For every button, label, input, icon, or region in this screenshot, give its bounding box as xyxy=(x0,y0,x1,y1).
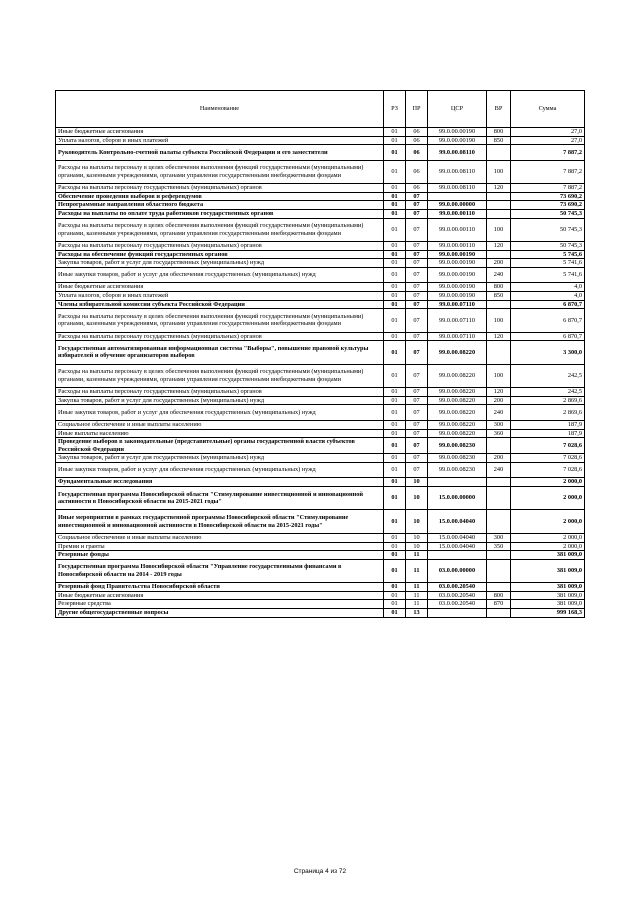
cell-pr: 07 xyxy=(406,242,428,251)
cell-sum: 5 745,6 xyxy=(511,250,585,259)
table-row xyxy=(56,405,585,421)
cell-pr: 07 xyxy=(406,332,428,341)
cell-vr: 100 xyxy=(487,309,511,333)
cell-sum: 2 000,0 xyxy=(511,542,585,551)
header-name: Наименование xyxy=(56,91,384,128)
table-row xyxy=(56,209,585,218)
table-header-row xyxy=(56,91,585,128)
table-row xyxy=(56,309,585,333)
cell-pr: 07 xyxy=(406,429,428,438)
cell-sum: 4,0 xyxy=(511,291,585,300)
cell-vr: 850 xyxy=(487,136,511,145)
cell-vr xyxy=(487,478,511,487)
cell-pr: 10 xyxy=(406,478,428,487)
cell-name: Непрограммные направления областного бюджета xyxy=(56,201,384,210)
table-row xyxy=(56,420,585,429)
cell-csr: 15.0.00.00000 xyxy=(428,486,487,510)
cell-vr xyxy=(487,609,511,618)
cell-vr: 350 xyxy=(487,542,511,551)
table-row xyxy=(56,542,585,551)
cell-rz: 01 xyxy=(384,609,406,618)
cell-pr: 07 xyxy=(406,405,428,421)
cell-csr: 99.0.00.08110 xyxy=(428,160,487,184)
cell-name: Иные бюджетные ассигнования xyxy=(56,283,384,292)
cell-csr: 99.0.00.00190 xyxy=(428,291,487,300)
cell-csr: 99.0.00.00190 xyxy=(428,250,487,259)
budget-table xyxy=(55,90,585,618)
cell-pr: 07 xyxy=(406,438,428,454)
cell-vr: 240 xyxy=(487,405,511,421)
cell-name: Иные мероприятия в рамках государственной программы Новосибирской области "Стимулирование инвестиционной и инновационной активности в Новосибирской области на 2015-2021 годы" xyxy=(56,510,384,534)
cell-csr: 99.0.00.00190 xyxy=(428,136,487,145)
cell-sum: 2 869,6 xyxy=(511,405,585,421)
cell-name: Члены избирательной комиссии субъекта Российской Федерации xyxy=(56,300,384,309)
cell-name: Иные закупки товаров, работ и услуг для обеспечения государственных (муниципальных) нужд xyxy=(56,405,384,421)
cell-vr xyxy=(487,551,511,560)
cell-csr xyxy=(428,192,487,201)
cell-sum: 6 870,7 xyxy=(511,300,585,309)
cell-name: Расходы на выплаты персоналу государственных (муниципальных) органов xyxy=(56,242,384,251)
cell-csr xyxy=(428,609,487,618)
cell-csr: 99.0.00.00110 xyxy=(428,242,487,251)
cell-pr: 10 xyxy=(406,533,428,542)
header-sum: Сумма xyxy=(511,91,585,128)
table-row xyxy=(56,201,585,210)
table-row xyxy=(56,559,585,583)
table-row xyxy=(56,332,585,341)
cell-vr xyxy=(487,341,511,365)
cell-name: Социальное обеспечение и иные выплаты населению xyxy=(56,533,384,542)
cell-csr: 99.0.00.08220 xyxy=(428,341,487,365)
cell-sum: 6 870,7 xyxy=(511,332,585,341)
cell-sum: 242,5 xyxy=(511,364,585,388)
cell-pr: 10 xyxy=(406,510,428,534)
cell-csr: 99.0.00.07110 xyxy=(428,300,487,309)
cell-vr: 200 xyxy=(487,396,511,405)
cell-sum: 7 887,2 xyxy=(511,145,585,161)
cell-sum: 3 300,0 xyxy=(511,341,585,365)
cell-pr: 07 xyxy=(406,250,428,259)
cell-name: Руководитель Контрольно-счетной палаты субъекта Российской Федерации и его заместители xyxy=(56,145,384,161)
cell-rz: 01 xyxy=(384,454,406,463)
cell-sum: 73 690,2 xyxy=(511,192,585,201)
cell-name: Уплата налогов, сборов и иных платежей xyxy=(56,291,384,300)
cell-rz: 01 xyxy=(384,591,406,600)
cell-csr: 03.0.00.20540 xyxy=(428,591,487,600)
cell-csr: 99.0.00.00110 xyxy=(428,218,487,242)
cell-rz: 01 xyxy=(384,259,406,268)
table-row xyxy=(56,291,585,300)
cell-pr: 07 xyxy=(406,309,428,333)
cell-sum: 5 741,6 xyxy=(511,259,585,268)
cell-sum: 242,5 xyxy=(511,388,585,397)
cell-name: Государственная автоматизированная информационная система "Выборы", повышение правовой культуры избирателей и обучение организаторов выборов xyxy=(56,341,384,365)
cell-pr: 07 xyxy=(406,218,428,242)
cell-pr: 10 xyxy=(406,542,428,551)
cell-csr: 03.0.00.00000 xyxy=(428,559,487,583)
cell-vr: 800 xyxy=(487,591,511,600)
cell-vr xyxy=(487,510,511,534)
cell-name: Проведение выборов в законодательные (представительные) органы государственной власти субъектов Российской Федерации xyxy=(56,438,384,454)
table-row xyxy=(56,462,585,478)
table-row xyxy=(56,583,585,592)
cell-pr: 06 xyxy=(406,136,428,145)
cell-pr: 07 xyxy=(406,420,428,429)
cell-vr: 360 xyxy=(487,429,511,438)
cell-sum: 2 869,6 xyxy=(511,396,585,405)
cell-name: Резервный фонд Правительства Новосибирской области xyxy=(56,583,384,592)
cell-vr: 800 xyxy=(487,128,511,137)
cell-rz: 01 xyxy=(384,309,406,333)
cell-pr: 11 xyxy=(406,591,428,600)
cell-pr: 07 xyxy=(406,209,428,218)
table-row xyxy=(56,609,585,618)
header-rz: РЗ xyxy=(384,91,406,128)
cell-rz: 01 xyxy=(384,145,406,161)
cell-vr xyxy=(487,559,511,583)
cell-pr: 07 xyxy=(406,291,428,300)
cell-sum: 381 009,0 xyxy=(511,551,585,560)
header-pr: ПР xyxy=(406,91,428,128)
cell-vr: 850 xyxy=(487,291,511,300)
cell-name: Иные бюджетные ассигнования xyxy=(56,591,384,600)
cell-rz: 01 xyxy=(384,209,406,218)
cell-pr: 13 xyxy=(406,609,428,618)
cell-vr: 100 xyxy=(487,160,511,184)
header-vr: ВР xyxy=(487,91,511,128)
cell-vr: 240 xyxy=(487,462,511,478)
cell-name: Расходы на выплаты по оплате труда работников государственных органов xyxy=(56,209,384,218)
cell-sum: 381 009,0 xyxy=(511,583,585,592)
cell-pr: 07 xyxy=(406,201,428,210)
cell-sum: 73 690,2 xyxy=(511,201,585,210)
cell-rz: 01 xyxy=(384,510,406,534)
cell-name: Фундаментальные исследования xyxy=(56,478,384,487)
cell-pr: 07 xyxy=(406,388,428,397)
cell-csr: 99.0.00.08220 xyxy=(428,388,487,397)
table-row xyxy=(56,341,585,365)
cell-rz: 01 xyxy=(384,291,406,300)
cell-rz: 01 xyxy=(384,364,406,388)
cell-name: Другие общегосударственные вопросы xyxy=(56,609,384,618)
table-row xyxy=(56,551,585,560)
cell-csr: 99.0.00.00000 xyxy=(428,201,487,210)
cell-rz: 01 xyxy=(384,405,406,421)
cell-sum: 50 745,3 xyxy=(511,242,585,251)
cell-csr xyxy=(428,478,487,487)
table-row xyxy=(56,486,585,510)
cell-rz: 01 xyxy=(384,341,406,365)
cell-rz: 01 xyxy=(384,283,406,292)
cell-vr: 100 xyxy=(487,218,511,242)
cell-rz: 01 xyxy=(384,242,406,251)
table-row xyxy=(56,218,585,242)
cell-vr: 300 xyxy=(487,420,511,429)
cell-csr: 99.0.00.08220 xyxy=(428,364,487,388)
cell-pr: 11 xyxy=(406,559,428,583)
table-row xyxy=(56,533,585,542)
cell-rz: 01 xyxy=(384,267,406,283)
cell-sum: 2 000,0 xyxy=(511,533,585,542)
cell-vr: 200 xyxy=(487,259,511,268)
cell-sum: 7 028,6 xyxy=(511,454,585,463)
cell-vr xyxy=(487,486,511,510)
table-row xyxy=(56,600,585,609)
cell-csr: 99.0.00.08220 xyxy=(428,396,487,405)
table-row xyxy=(56,250,585,259)
cell-name: Расходы на обеспечение функций государственных органов xyxy=(56,250,384,259)
table-row xyxy=(56,454,585,463)
cell-csr: 99.0.00.00190 xyxy=(428,128,487,137)
cell-rz: 01 xyxy=(384,429,406,438)
cell-rz: 01 xyxy=(384,420,406,429)
cell-sum: 27,0 xyxy=(511,128,585,137)
table-row xyxy=(56,136,585,145)
cell-csr: 99.0.00.07110 xyxy=(428,309,487,333)
cell-pr: 06 xyxy=(406,145,428,161)
cell-pr: 06 xyxy=(406,160,428,184)
cell-rz: 01 xyxy=(384,332,406,341)
cell-csr: 15.0.00.04040 xyxy=(428,533,487,542)
cell-pr: 07 xyxy=(406,462,428,478)
cell-rz: 01 xyxy=(384,300,406,309)
cell-name: Государственная программа Новосибирской области "Управление государственными финансами в Новосибирской области на 2014 - 2019 годы xyxy=(56,559,384,583)
cell-sum: 187,9 xyxy=(511,429,585,438)
cell-vr xyxy=(487,201,511,210)
cell-vr: 300 xyxy=(487,533,511,542)
cell-rz: 01 xyxy=(384,136,406,145)
cell-name: Резервные фонды xyxy=(56,551,384,560)
cell-name: Расходы на выплаты персоналу государственных (муниципальных) органов xyxy=(56,184,384,193)
cell-vr xyxy=(487,300,511,309)
table-row xyxy=(56,478,585,487)
cell-sum: 7 887,2 xyxy=(511,184,585,193)
cell-sum: 5 741,6 xyxy=(511,267,585,283)
cell-vr: 800 xyxy=(487,283,511,292)
cell-pr: 11 xyxy=(406,600,428,609)
cell-rz: 01 xyxy=(384,462,406,478)
cell-vr: 120 xyxy=(487,332,511,341)
cell-sum: 2 000,0 xyxy=(511,510,585,534)
cell-rz: 01 xyxy=(384,388,406,397)
cell-name: Иные бюджетные ассигнования xyxy=(56,128,384,137)
cell-rz: 01 xyxy=(384,542,406,551)
cell-name: Обеспечение проведения выборов и референдумов xyxy=(56,192,384,201)
cell-pr: 07 xyxy=(406,454,428,463)
table-row xyxy=(56,438,585,454)
cell-rz: 01 xyxy=(384,583,406,592)
cell-rz: 01 xyxy=(384,551,406,560)
cell-pr: 06 xyxy=(406,128,428,137)
cell-sum: 50 745,3 xyxy=(511,209,585,218)
cell-name: Государственная программа Новосибирской области "Стимулирование инвестиционной и инновационной активности в Новосибирской области на 2015-2021 годы" xyxy=(56,486,384,510)
cell-pr: 11 xyxy=(406,583,428,592)
cell-vr: 100 xyxy=(487,364,511,388)
cell-vr: 200 xyxy=(487,454,511,463)
cell-csr: 99.0.00.08220 xyxy=(428,405,487,421)
cell-name: Премии и гранты xyxy=(56,542,384,551)
cell-rz: 01 xyxy=(384,478,406,487)
cell-vr xyxy=(487,438,511,454)
cell-csr: 99.0.00.00110 xyxy=(428,209,487,218)
cell-vr xyxy=(487,192,511,201)
cell-sum: 2 000,0 xyxy=(511,478,585,487)
table-row xyxy=(56,184,585,193)
cell-vr: 120 xyxy=(487,184,511,193)
cell-name: Закупка товаров, работ и услуг для государственных (муниципальных) нужд xyxy=(56,396,384,405)
cell-csr: 15.0.00.04040 xyxy=(428,510,487,534)
cell-name: Закупка товаров, работ и услуг для государственных (муниципальных) нужд xyxy=(56,259,384,268)
cell-pr: 07 xyxy=(406,267,428,283)
cell-vr: 240 xyxy=(487,267,511,283)
page-number: Страница 4 из 72 xyxy=(293,868,347,875)
cell-vr xyxy=(487,209,511,218)
cell-vr xyxy=(487,250,511,259)
cell-sum: 7 887,2 xyxy=(511,160,585,184)
cell-csr: 99.0.00.08220 xyxy=(428,429,487,438)
cell-rz: 01 xyxy=(384,250,406,259)
cell-name: Иные выплаты населению xyxy=(56,429,384,438)
cell-csr: 99.0.00.08110 xyxy=(428,184,487,193)
cell-pr: 07 xyxy=(406,283,428,292)
cell-rz: 01 xyxy=(384,184,406,193)
cell-name: Закупка товаров, работ и услуг для государственных (муниципальных) нужд xyxy=(56,454,384,463)
table-row xyxy=(56,300,585,309)
cell-sum: 187,9 xyxy=(511,420,585,429)
cell-sum: 7 028,6 xyxy=(511,462,585,478)
cell-sum: 6 870,7 xyxy=(511,309,585,333)
table-row xyxy=(56,510,585,534)
cell-pr: 07 xyxy=(406,341,428,365)
cell-name: Иные закупки товаров, работ и услуг для обеспечения государственных (муниципальных) нужд xyxy=(56,267,384,283)
cell-sum: 381 009,0 xyxy=(511,559,585,583)
cell-name: Расходы на выплаты персоналу в целях обеспечения выполнения функций государственными (муниципальными) органами, казенными учреждениями, органами управления государственными внебюджетными фондами xyxy=(56,218,384,242)
cell-pr: 07 xyxy=(406,192,428,201)
table-row xyxy=(56,364,585,388)
table-row xyxy=(56,388,585,397)
cell-name: Резервные средства xyxy=(56,600,384,609)
table-body xyxy=(56,128,585,618)
cell-name: Уплата налогов, сборов и иных платежей xyxy=(56,136,384,145)
table-row xyxy=(56,591,585,600)
cell-name: Расходы на выплаты персоналу в целях обеспечения выполнения функций государственными (муниципальными) органами, казенными учреждениями, органами управления государственными внебюджетными фондами xyxy=(56,364,384,388)
table-row xyxy=(56,128,585,137)
cell-name: Социальное обеспечение и иные выплаты населению xyxy=(56,420,384,429)
cell-rz: 01 xyxy=(384,201,406,210)
cell-name: Расходы на выплаты персоналу государственных (муниципальных) органов xyxy=(56,388,384,397)
table-row xyxy=(56,283,585,292)
cell-rz: 01 xyxy=(384,600,406,609)
cell-csr: 99.0.00.00190 xyxy=(428,283,487,292)
cell-sum: 381 009,0 xyxy=(511,591,585,600)
cell-pr: 07 xyxy=(406,364,428,388)
cell-csr: 99.0.00.08110 xyxy=(428,145,487,161)
cell-rz: 01 xyxy=(384,160,406,184)
table-row xyxy=(56,429,585,438)
cell-pr: 07 xyxy=(406,300,428,309)
cell-rz: 01 xyxy=(384,128,406,137)
cell-pr: 07 xyxy=(406,259,428,268)
cell-sum: 999 168,3 xyxy=(511,609,585,618)
cell-vr xyxy=(487,145,511,161)
cell-csr: 99.0.00.00190 xyxy=(428,267,487,283)
cell-vr: 120 xyxy=(487,388,511,397)
cell-pr: 10 xyxy=(406,486,428,510)
cell-csr: 99.0.00.08230 xyxy=(428,438,487,454)
cell-csr: 99.0.00.08230 xyxy=(428,454,487,463)
cell-sum: 381 009,0 xyxy=(511,600,585,609)
cell-rz: 01 xyxy=(384,396,406,405)
cell-csr: 15.0.00.04040 xyxy=(428,542,487,551)
cell-csr: 03.0.00.20540 xyxy=(428,600,487,609)
cell-name: Иные закупки товаров, работ и услуг для обеспечения государственных (муниципальных) нужд xyxy=(56,462,384,478)
cell-vr xyxy=(487,583,511,592)
cell-pr: 07 xyxy=(406,396,428,405)
cell-csr: 99.0.00.08230 xyxy=(428,462,487,478)
table-row xyxy=(56,396,585,405)
cell-csr xyxy=(428,551,487,560)
cell-pr: 06 xyxy=(406,184,428,193)
cell-sum: 4,0 xyxy=(511,283,585,292)
cell-vr: 120 xyxy=(487,242,511,251)
table-row xyxy=(56,267,585,283)
table-row xyxy=(56,259,585,268)
cell-csr: 99.0.00.07110 xyxy=(428,332,487,341)
cell-sum: 2 000,0 xyxy=(511,486,585,510)
cell-csr: 99.0.00.00190 xyxy=(428,259,487,268)
table-row xyxy=(56,145,585,161)
cell-sum: 50 745,3 xyxy=(511,218,585,242)
cell-sum: 7 028,6 xyxy=(511,438,585,454)
cell-rz: 01 xyxy=(384,438,406,454)
cell-rz: 01 xyxy=(384,218,406,242)
cell-pr: 11 xyxy=(406,551,428,560)
cell-name: Расходы на выплаты персоналу в целях обеспечения выполнения функций государственными (муниципальными) органами, казенными учреждениями, органами управления государственными внебюджетными фондами xyxy=(56,309,384,333)
cell-name: Расходы на выплаты персоналу в целях обеспечения выполнения функций государственными (муниципальными) органами, казенными учреждениями, органами управления государственными внебюджетными фондами xyxy=(56,160,384,184)
header-csr: ЦСР xyxy=(428,91,487,128)
cell-csr: 03.0.00.20540 xyxy=(428,583,487,592)
cell-name: Расходы на выплаты персоналу государственных (муниципальных) органов xyxy=(56,332,384,341)
table-row xyxy=(56,242,585,251)
cell-rz: 01 xyxy=(384,192,406,201)
cell-rz: 01 xyxy=(384,533,406,542)
cell-csr: 99.0.00.08220 xyxy=(428,420,487,429)
cell-sum: 27,0 xyxy=(511,136,585,145)
cell-rz: 01 xyxy=(384,486,406,510)
cell-rz: 01 xyxy=(384,559,406,583)
table-row xyxy=(56,192,585,201)
cell-vr: 870 xyxy=(487,600,511,609)
table-row xyxy=(56,160,585,184)
